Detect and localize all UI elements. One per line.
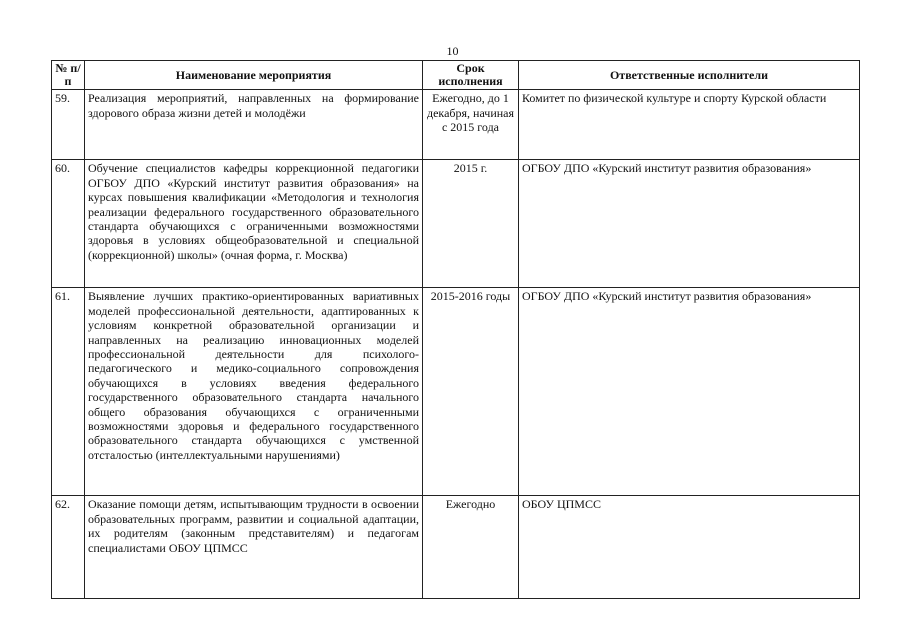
- page-number: 10: [446, 44, 459, 58]
- row-num: 60.: [52, 160, 85, 288]
- row-responsible: ОГБОУ ДПО «Курский институт развития образования»: [519, 160, 860, 288]
- row-term: 2015 г.: [423, 160, 519, 288]
- table-row: [52, 160, 860, 288]
- row-num: 59.: [52, 90, 85, 160]
- row-responsible: ОГБОУ ДПО «Курский институт развития образования»: [519, 288, 860, 496]
- header-num: № п/п: [52, 61, 85, 90]
- header-responsible: Ответственные исполнители: [519, 61, 860, 90]
- table-row: [52, 496, 860, 599]
- header-term: Срок исполнения: [423, 61, 519, 90]
- row-responsible: ОБОУ ЦПМСС: [519, 496, 860, 599]
- row-responsible: Комитет по физической культуре и спорту Курской области: [519, 90, 860, 160]
- table-row: [52, 90, 860, 160]
- activities-table: [51, 60, 860, 599]
- row-term: Ежегодно: [423, 496, 519, 599]
- row-name: Реализация мероприятий, направленных на формирование здорового образа жизни детей и молодёжи: [85, 90, 423, 160]
- row-name: Выявление лучших практико-ориентированных вариативных моделей профессиональной деятельности, адаптированных к условиям конкретной образовательной организации и направленных на реализацию инновационных моделей профессиональной деятельности для психолого-педагогического и медико-социального сопровождения обучающихся в условиях введения федерального государственного образовательного стандарта начального общего образования обучающихся с ограниченными возможностями здоровья и федерального государственного образовательного стандарта обучающихся с умственной отсталостью (интеллектуальными нарушениями): [85, 288, 423, 496]
- row-term: Ежегодно, до 1 декабря, начиная с 2015 года: [423, 90, 519, 160]
- row-name: Оказание помощи детям, испытывающим трудности в освоении образовательных программ, развитии и социальной адаптации, их родителям (законным представителям) и педагогам специалистами ОБОУ ЦПМСС: [85, 496, 423, 599]
- row-num: 62.: [52, 496, 85, 599]
- row-name: Обучение специалистов кафедры коррекционной педагогики ОГБОУ ДПО «Курский институт развития образования» на курсах повышения квалификации «Методология и технология реализации федерального государственного образовательного стандарта обучающихся с ограниченными возможностями здоровья в условиях общеобразовательной и специальной (коррекционной) школы» (очная форма, г. Москва): [85, 160, 423, 288]
- row-num: 61.: [52, 288, 85, 496]
- table-row: [52, 288, 860, 496]
- row-term: 2015-2016 годы: [423, 288, 519, 496]
- header-name: Наименование мероприятия: [85, 61, 423, 90]
- table-header-row: [52, 61, 860, 90]
